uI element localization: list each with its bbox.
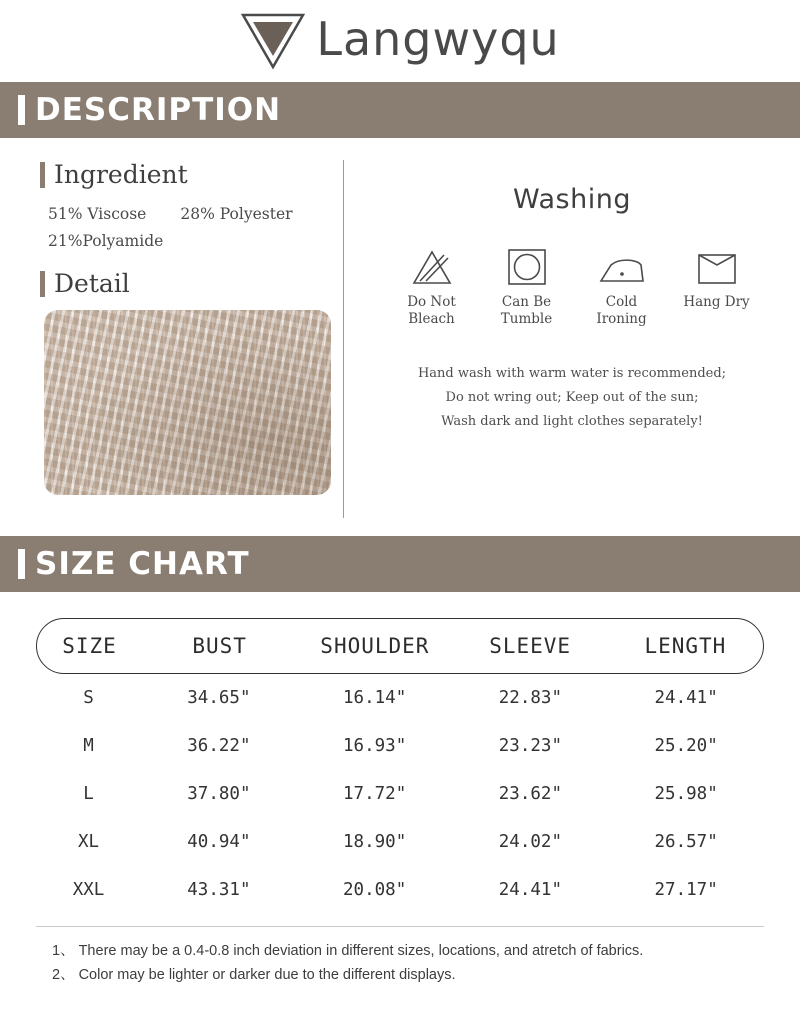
note-text: There may be a 0.4-0.8 inch deviation in different sizes, locations, and atretch of fabrics. [78,943,644,959]
cell-shoulder: 16.14" [343,688,407,708]
washing-notes [370,362,774,434]
cell-bust: 34.65" [187,688,251,708]
ingredient-heading: Ingredient [54,160,188,189]
table-row [36,674,764,722]
note-index: 2、 [52,966,75,983]
ingredient-accent-mark [40,162,45,188]
cell-sleeve: 24.02" [498,832,562,852]
cell-shoulder: 18.90" [343,832,407,852]
wash-care-item [574,241,669,328]
ingredient-viscose: 51% Viscose [48,205,147,223]
column-header-shoulder: SHOULDER [320,634,430,658]
washing-heading: Washing [513,184,631,215]
notes-divider [36,926,764,927]
cell-bust: 43.31" [187,880,251,900]
cell-bust: 36.22" [187,736,251,756]
wash-label-line1: Hang Dry [683,294,750,310]
description-body [0,138,800,536]
cell-length: 24.41" [654,688,718,708]
description-section-bar [0,82,800,138]
wash-label-line2: Tumble [500,310,553,327]
wash-label [384,294,479,328]
wash-label-line1: Can Be [501,294,552,310]
table-row [36,770,764,818]
detail-heading: Detail [54,269,130,299]
washing-note-line: Wash dark and light clothes separately! [441,413,703,429]
table-row [36,866,764,914]
table-row [36,722,764,770]
column-header-size: SIZE [62,634,117,658]
wash-label-line2: Ironing [596,310,647,327]
ingredient-values [48,201,343,255]
size-chart-title: SIZE CHART [35,546,250,582]
size-table-header-row [36,618,764,674]
column-header-length: LENGTH [644,634,727,658]
cell-length: 27.17" [654,880,718,900]
wash-label [669,294,764,311]
cell-shoulder: 16.93" [343,736,407,756]
cell-sleeve: 23.62" [498,784,562,804]
note-index: 1、 [52,943,75,959]
cell-bust: 37.80" [187,784,251,804]
description-title: DESCRIPTION [35,92,282,128]
v-shape-logo-icon [240,12,306,70]
detail-accent-mark [40,271,45,297]
wash-care-item [669,241,764,328]
cell-size: XL [77,832,100,852]
cell-sleeve: 22.83" [498,688,562,708]
brand-name: Langwyqu [316,12,560,66]
cell-length: 25.98" [654,784,718,804]
detail-fabric-photo [44,310,331,495]
cell-shoulder: 17.72" [343,784,407,804]
wash-label-line2: Bleach [408,310,455,327]
cell-bust: 40.94" [187,832,251,852]
column-header-bust: BUST [192,634,247,658]
cell-sleeve: 23.23" [498,736,562,756]
size-chart-body [0,592,800,987]
washing-icon-row [370,241,774,328]
note-item [52,941,748,963]
note-text: Color may be lighter or darker due to the different displays. [78,966,456,983]
ingredient-polyester: 28% Polyester [180,205,293,223]
note-item [52,965,748,987]
cell-size: S [83,688,94,708]
wash-label [574,294,669,328]
cold-ironing-icon [574,241,669,287]
do-not-bleach-icon [384,241,479,287]
ingredient-heading-row [40,160,343,189]
can-be-tumble-icon [479,241,574,287]
brand-header [0,0,800,82]
cell-sleeve: 24.41" [498,880,562,900]
cell-size: L [83,784,94,804]
detail-heading-row [40,269,343,298]
washing-note-line: Do not wring out; Keep out of the sun; [445,389,699,405]
cell-size: XXL [72,880,105,900]
size-chart-section-bar [0,536,800,592]
washing-note-line: Hand wash with warm water is recommended; [417,365,727,381]
wash-label [479,294,574,328]
table-row [36,818,764,866]
cell-shoulder: 20.08" [343,880,407,900]
wash-label-line1: Cold [605,294,638,310]
washing-column [344,160,800,518]
wash-care-item [479,241,574,328]
ingredient-polyamide: 21%Polyamide [48,232,164,251]
cell-length: 25.20" [654,736,718,756]
size-table [36,618,764,914]
cell-size: M [83,736,94,756]
bar-accent-mark [18,549,25,579]
hang-dry-icon [669,241,764,287]
cell-length: 26.57" [654,832,718,852]
column-header-sleeve: SLEEVE [489,634,572,658]
size-chart-notes [52,941,748,987]
wash-care-item [384,241,479,328]
ingredient-line-1 [48,201,343,228]
bar-accent-mark [18,95,25,125]
description-left-column [0,160,343,518]
wash-label-line1: Do Not [407,294,456,310]
